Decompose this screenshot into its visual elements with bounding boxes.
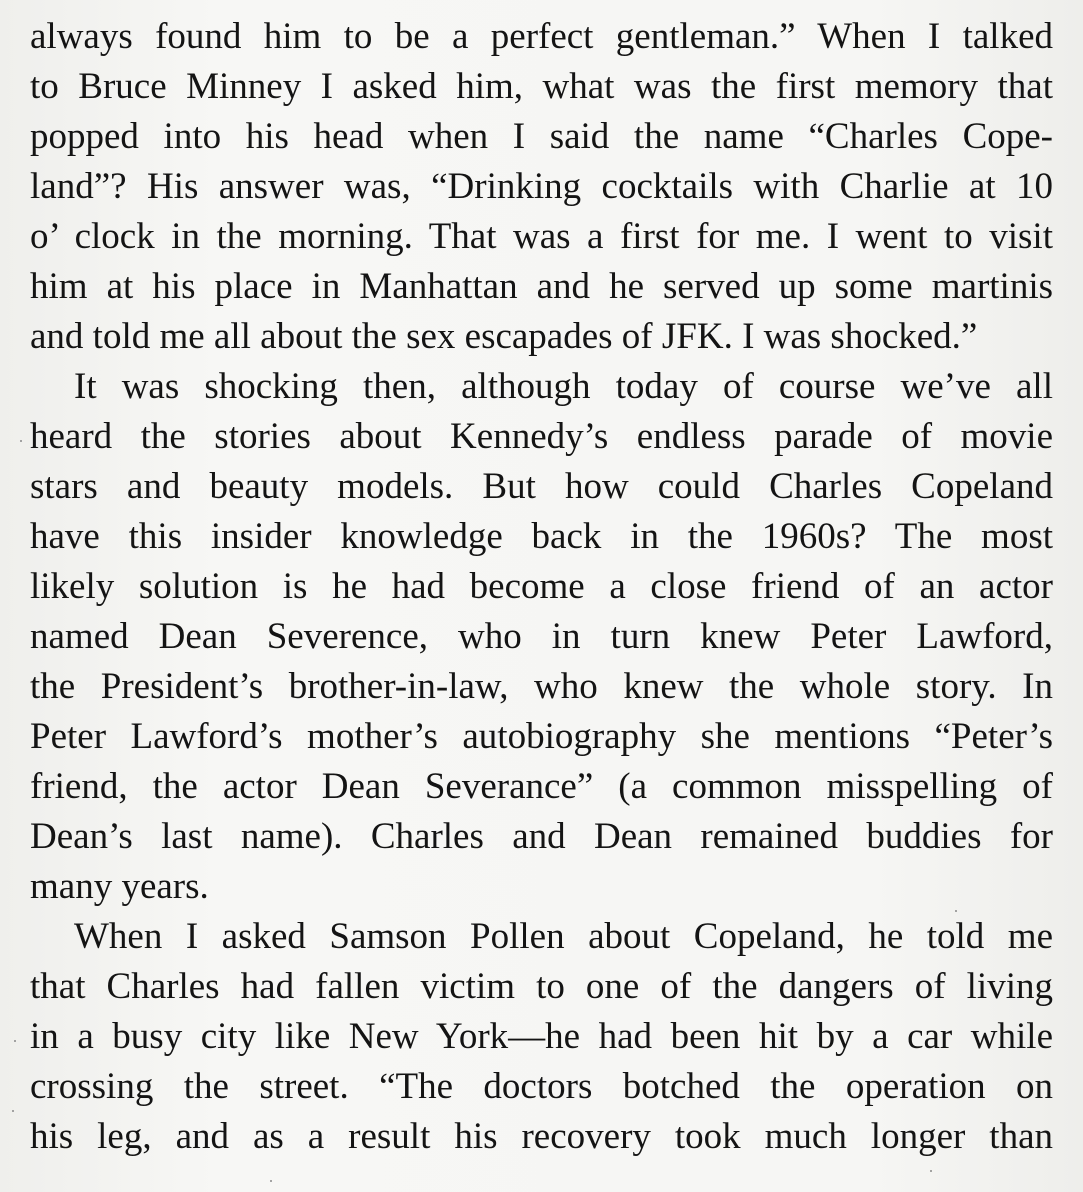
scan-speck xyxy=(930,1170,932,1172)
text-line: named Dean Severence, who in turn knew Peter Lawford, xyxy=(30,616,1053,657)
text-line: stars and beauty models. But how could Charles Copeland xyxy=(30,466,1053,507)
text-line: crossing the street. “The doctors botched the operation on xyxy=(30,1066,1053,1107)
text-line: When I asked Samson Pollen about Copeland, he told me xyxy=(74,916,1053,957)
scan-speck xyxy=(955,910,957,912)
scan-speck xyxy=(20,440,22,442)
text-line: heard the stories about Kennedy’s endless parade of movie xyxy=(30,416,1053,457)
scan-speck xyxy=(14,1040,16,1042)
scan-speck xyxy=(270,1180,272,1182)
paragraph-3 xyxy=(30,912,1053,1162)
text-line: Dean’s last name). Charles and Dean remained buddies for xyxy=(30,816,1053,857)
scan-speck xyxy=(12,1110,14,1112)
text-line: to Bruce Minney I asked him, what was the first memory that xyxy=(30,66,1053,107)
paragraph-2 xyxy=(30,362,1053,912)
text-line: many years. xyxy=(30,866,209,907)
text-line: always found him to be a perfect gentleman.” When I talked xyxy=(30,16,1053,57)
body-text xyxy=(30,12,1053,1162)
text-line: o’ clock in the morning. That was a first for me. I went to visit xyxy=(30,216,1053,257)
text-line: It was shocking then, although today of course we’ve all xyxy=(74,366,1053,407)
paragraph-1 xyxy=(30,12,1053,362)
text-line: that Charles had fallen victim to one of the dangers of living xyxy=(30,966,1053,1007)
text-line: and told me all about the sex escapades of JFK. I was shocked.” xyxy=(30,316,978,357)
text-line: land”? His answer was, “Drinking cocktails with Charlie at 10 xyxy=(30,166,1053,207)
text-line: Peter Lawford’s mother’s autobiography she mentions “Peter’s xyxy=(30,716,1053,757)
text-line: likely solution is he had become a close friend of an actor xyxy=(30,566,1053,607)
text-line: the President’s brother-in-law, who knew the whole story. In xyxy=(30,666,1053,707)
text-line: friend, the actor Dean Severance” (a common misspelling of xyxy=(30,766,1053,807)
text-line: him at his place in Manhattan and he served up some martinis xyxy=(30,266,1053,307)
text-line: in a busy city like New York—he had been hit by a car while xyxy=(30,1016,1053,1057)
text-line: popped into his head when I said the name “Charles Cope- xyxy=(30,116,1053,157)
text-line: his leg, and as a result his recovery took much longer than xyxy=(30,1116,1053,1157)
text-line: have this insider knowledge back in the 1960s? The most xyxy=(30,516,1053,557)
